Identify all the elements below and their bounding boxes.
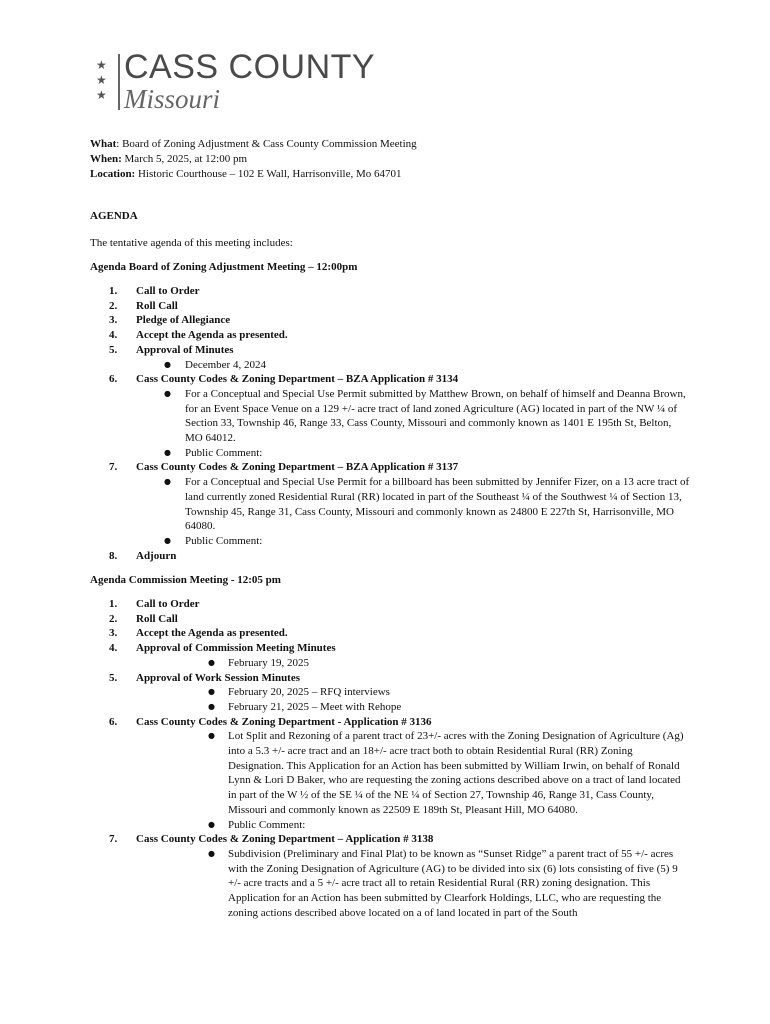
commission-heading: Agenda Commission Meeting - 12:05 pm bbox=[90, 574, 281, 586]
commission-agenda-list bbox=[90, 597, 690, 920]
agenda-sub-item bbox=[136, 475, 690, 534]
agenda-sub-list bbox=[136, 729, 690, 832]
agenda-sub-item bbox=[136, 685, 690, 700]
location-value: Historic Courthouse – 102 E Wall, Harrisonville, Mo 64701 bbox=[135, 168, 402, 180]
agenda-item bbox=[90, 284, 690, 299]
agenda-item-title: Accept the Agenda as presented. bbox=[136, 627, 288, 640]
agenda-item-number: 4. bbox=[109, 642, 118, 655]
when-value: March 5, 2025, at 12:00 pm bbox=[121, 153, 248, 165]
agenda-item-number: 2. bbox=[109, 299, 118, 312]
agenda-sub-item bbox=[136, 358, 690, 373]
agenda-item-title: Call to Order bbox=[136, 598, 200, 610]
agenda-sub-item-text: February 20, 2025 – RFQ interviews bbox=[228, 686, 390, 699]
agenda-item-number: 7. bbox=[109, 461, 118, 474]
logo-title: CASS COUNTY bbox=[124, 48, 376, 86]
agenda-item-title: Adjourn bbox=[136, 549, 177, 562]
bullet-icon: ● bbox=[164, 359, 171, 369]
agenda-item-number: 7. bbox=[109, 833, 118, 846]
agenda-item-number: 5. bbox=[109, 343, 118, 356]
what-label: What bbox=[90, 138, 117, 150]
agenda-item-number: 5. bbox=[109, 671, 118, 684]
agenda-sub-item-text: Public Comment: bbox=[185, 534, 263, 547]
logo-stars bbox=[96, 58, 110, 103]
bullet-icon: ● bbox=[208, 687, 215, 697]
agenda-item bbox=[90, 328, 690, 343]
bullet-icon: ● bbox=[164, 447, 171, 457]
agenda-item bbox=[90, 343, 690, 372]
agenda-item-title: Cass County Codes & Zoning Department - Application # 3136 bbox=[136, 715, 432, 728]
agenda-sub-item bbox=[136, 534, 690, 549]
agenda-item bbox=[90, 460, 690, 548]
agenda-sub-item-text: Public Comment: bbox=[228, 818, 306, 831]
agenda-sub-item bbox=[136, 818, 690, 833]
agenda-sub-item-text: Public Comment: bbox=[185, 446, 263, 459]
agenda-item-title: Cass County Codes & Zoning Department – BZA Application # 3137 bbox=[136, 461, 459, 474]
agenda-item-title: Approval of Minutes bbox=[136, 343, 234, 356]
bullet-icon: ● bbox=[164, 535, 171, 545]
agenda-sub-item bbox=[136, 729, 690, 817]
what-value: : Board of Zoning Adjustment & Cass County Commission Meeting bbox=[116, 138, 417, 150]
agenda-item-title: Accept the Agenda as presented. bbox=[136, 329, 288, 342]
agenda-item-number: 1. bbox=[109, 285, 118, 297]
agenda-sub-list bbox=[136, 387, 690, 461]
agenda-sub-item bbox=[136, 446, 690, 461]
bullet-icon: ● bbox=[208, 848, 215, 858]
agenda-sub-item-text: For a Conceptual and Special Use Permit for a billboard has been submitted by Jennifer Fizer, on a 13 acre tract of land currently zoned Residential Rural (RR) located in part of the Southeast ¼ of the Southwest ¼ of Section 13, Township 45, Range 31, Cass County, Missouri and commonly known as 24800 E 227th St, Harrisonville, MO 64080. bbox=[185, 476, 690, 533]
agenda-item-title: Call to Order bbox=[136, 285, 200, 297]
agenda-sub-item-text: Subdivision (Preliminary and Final Plat) to be known as “Sunset Ridge” a parent tract of 55 +/- acres with the Zoning Designation of Agriculture (AG) to be divided into six (6) lots consisting of five (5) 9 +/- acre tracts and a 5 +/- acre tract all to retain Residential Rural (RR) zoning designation. This Application for an Action has been submitted by Clearfork Holdings, LLC, who are requesting the zoning actions described above located on a of land located in part of the South bbox=[228, 847, 678, 919]
bullet-icon: ● bbox=[164, 477, 171, 487]
location-label: Location: bbox=[90, 168, 136, 180]
meeting-what bbox=[90, 137, 417, 152]
agenda-item bbox=[90, 313, 690, 328]
bza-agenda-list bbox=[90, 284, 690, 563]
star-icon: ★ bbox=[96, 58, 107, 72]
agenda-item bbox=[90, 641, 690, 670]
agenda-sub-item-text: Lot Split and Rezoning of a parent tract of 23+/- acres with the Zoning Designation of Agriculture (Ag) into a 5.3 +/- acre tract and an 18+/- acre tract both to obtain Residential Rural (RR) Zoning Designation. This Application for an Action has been submitted by William Irwin, on behalf of Ronald Lynn & Lori D Baker, who are requesting the zoning actions described above on a tract of land located in part of the W ½ of the SE ¼ of the NE ¼ of Section 27, Township 46, Range 31, Cass County, Missouri and commonly known as 22509 E 189th St, Pleasant Hill, MO 64080. bbox=[228, 730, 684, 816]
agenda-item-number: 6. bbox=[109, 715, 118, 728]
agenda-item bbox=[90, 715, 690, 833]
agenda-sub-list bbox=[136, 358, 690, 373]
meeting-when bbox=[90, 152, 417, 167]
agenda-item bbox=[90, 549, 690, 564]
agenda-item-number: 2. bbox=[109, 612, 118, 625]
agenda-item bbox=[90, 372, 690, 460]
agenda-item-number: 3. bbox=[109, 627, 118, 640]
agenda-heading: AGENDA bbox=[90, 210, 138, 222]
logo-divider bbox=[118, 54, 120, 110]
agenda-item-title: Approval of Work Session Minutes bbox=[136, 671, 301, 684]
agenda-sub-item-text: February 19, 2025 bbox=[228, 656, 309, 669]
agenda-item-title: Approval of Commission Meeting Minutes bbox=[136, 642, 336, 655]
agenda-sub-item-text: February 21, 2025 – Meet with Rehope bbox=[228, 700, 402, 713]
agenda-item-title: Cass County Codes & Zoning Department – BZA Application # 3134 bbox=[136, 373, 459, 386]
agenda-item-title: Pledge of Allegiance bbox=[136, 314, 231, 327]
meeting-details bbox=[90, 137, 417, 182]
star-icon: ★ bbox=[96, 73, 107, 87]
agenda-item bbox=[90, 626, 690, 641]
agenda-sub-item-text: December 4, 2024 bbox=[185, 358, 266, 371]
agenda-sub-item bbox=[136, 700, 690, 715]
agenda-item bbox=[90, 832, 690, 920]
bullet-icon: ● bbox=[208, 701, 215, 711]
agenda-item-number: 8. bbox=[109, 549, 118, 562]
agenda-sub-item bbox=[136, 847, 690, 921]
star-icon: ★ bbox=[96, 88, 107, 102]
agenda-item-number: 4. bbox=[109, 329, 118, 342]
agenda-sub-list bbox=[136, 847, 690, 921]
bullet-icon: ● bbox=[208, 731, 215, 741]
agenda-item-title: Cass County Codes & Zoning Department – Application # 3138 bbox=[136, 833, 434, 846]
when-label: When: bbox=[90, 153, 122, 165]
agenda-item bbox=[90, 612, 690, 627]
agenda-item bbox=[90, 299, 690, 314]
agenda-sub-list bbox=[136, 685, 690, 714]
agenda-sub-item-text: For a Conceptual and Special Use Permit submitted by Matthew Brown, on behalf of himself and Deanna Brown, for an Event Space Venue on a 129 +/- acre tract of land zoned Agriculture (AG) located in part of the NW ¼ of Section 33, Township 46, Range 33, Cass County, Missouri and commonly known as 1401 E 195th St, Belton, MO 64012. bbox=[185, 387, 686, 445]
agenda-item-title: Roll Call bbox=[136, 612, 178, 625]
agenda-sub-item bbox=[136, 387, 690, 446]
agenda-item-number: 1. bbox=[109, 598, 118, 610]
agenda-sub-list bbox=[136, 656, 690, 671]
bullet-icon: ● bbox=[164, 388, 171, 398]
agenda-item bbox=[90, 597, 690, 612]
bullet-icon: ● bbox=[208, 819, 215, 829]
bza-heading: Agenda Board of Zoning Adjustment Meeting – 12:00pm bbox=[90, 261, 358, 273]
agenda-sub-item bbox=[136, 656, 690, 671]
agenda-item bbox=[90, 671, 690, 715]
cass-county-logo bbox=[96, 48, 396, 114]
logo-subtitle: Missouri bbox=[124, 84, 221, 114]
agenda-item-title: Roll Call bbox=[136, 299, 178, 312]
agenda-sub-list bbox=[136, 475, 690, 549]
meeting-location bbox=[90, 167, 417, 182]
agenda-intro: The tentative agenda of this meeting includes: bbox=[90, 237, 293, 249]
agenda-item-number: 6. bbox=[109, 373, 118, 386]
agenda-item-number: 3. bbox=[109, 314, 118, 327]
bullet-icon: ● bbox=[208, 657, 215, 667]
